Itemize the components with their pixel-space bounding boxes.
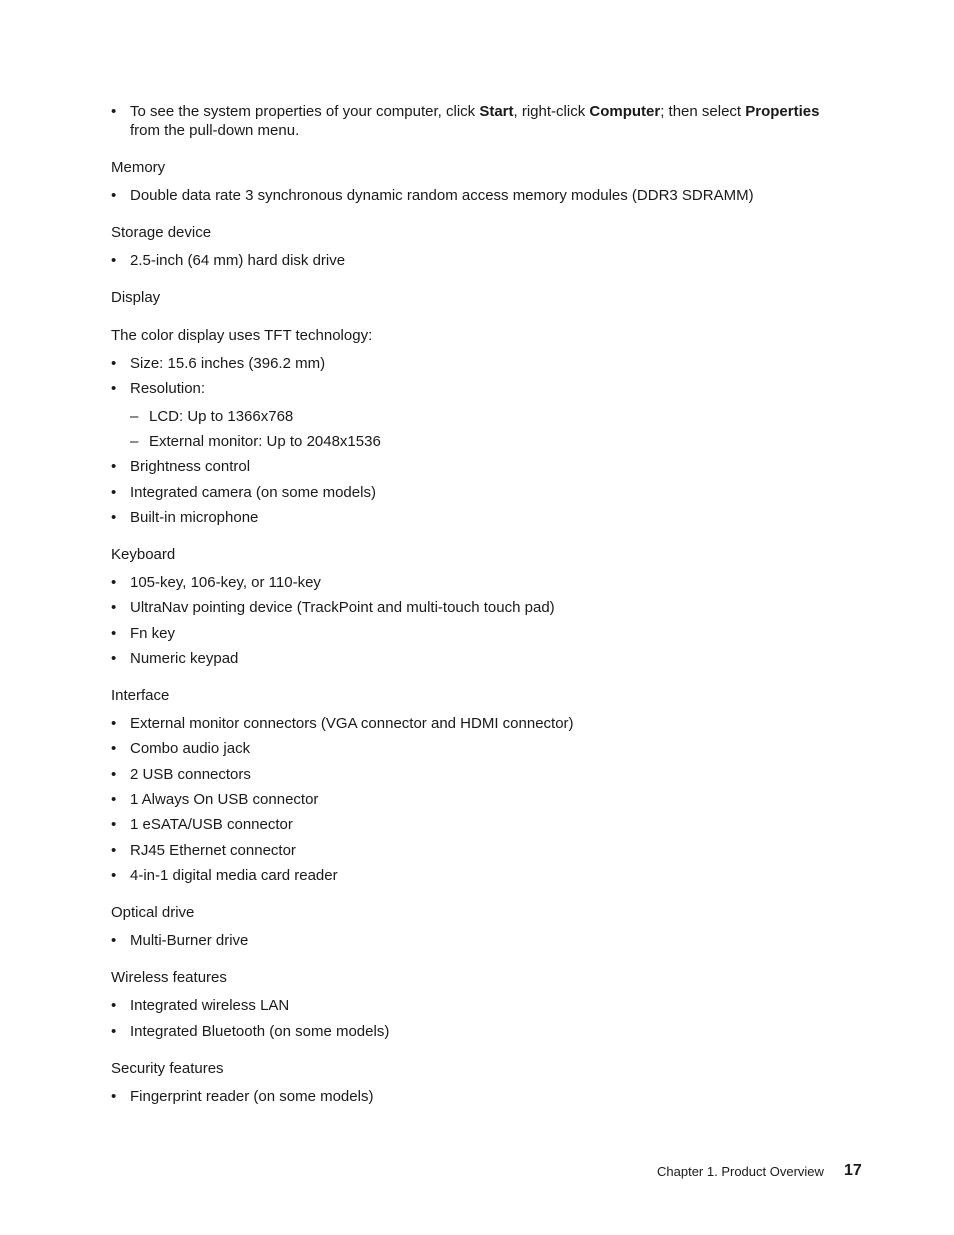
bullet-marker: • xyxy=(111,715,117,732)
sub-list-item: LCD: Up to 1366x768 xyxy=(149,408,294,425)
section-heading-memory: Memory xyxy=(111,159,166,176)
dash-marker: – xyxy=(130,433,139,450)
list-item: Integrated camera (on some models) xyxy=(130,484,376,501)
intro-text: , right-click xyxy=(513,103,590,120)
bullet-marker: • xyxy=(111,355,117,372)
intro-start-term: Start xyxy=(479,103,514,120)
bullet-marker: • xyxy=(111,650,117,667)
section-heading-storage: Storage device xyxy=(111,224,212,241)
bullet-marker: • xyxy=(111,574,117,591)
bullet-marker: • xyxy=(111,1023,117,1040)
list-item: External monitor connectors (VGA connector and HDMI connector) xyxy=(130,715,574,732)
list-item: Combo audio jack xyxy=(130,740,251,757)
bullet-marker: • xyxy=(111,791,117,808)
section-heading-optical: Optical drive xyxy=(111,904,195,921)
list-item: Double data rate 3 synchronous dynamic random access memory modules (DDR3 SDRAMM) xyxy=(130,187,754,204)
bullet-marker: • xyxy=(111,842,117,859)
list-item: RJ45 Ethernet connector xyxy=(130,842,296,859)
list-item: 1 eSATA/USB connector xyxy=(130,816,293,833)
list-item: Integrated wireless LAN xyxy=(130,997,290,1014)
list-item: 4-in-1 digital media card reader xyxy=(130,867,338,884)
list-item: Resolution: xyxy=(130,380,206,397)
display-intro: The color display uses TFT technology: xyxy=(111,327,373,344)
list-item: 105-key, 106-key, or 110-key xyxy=(130,574,321,591)
bullet-marker: • xyxy=(111,380,117,397)
intro-line-1 xyxy=(130,102,819,121)
bullet-marker: • xyxy=(111,932,117,949)
bullet-marker: • xyxy=(111,187,117,204)
section-heading-keyboard: Keyboard xyxy=(111,546,176,563)
footer-chapter-title: Chapter 1. Product Overview xyxy=(657,1164,824,1179)
list-item: Numeric keypad xyxy=(130,650,239,667)
bullet-marker: • xyxy=(111,1088,117,1105)
section-heading-interface: Interface xyxy=(111,687,170,704)
bullet-marker: • xyxy=(111,766,117,783)
intro-text: ; then select xyxy=(660,103,746,120)
intro-computer-term: Computer xyxy=(589,103,661,120)
intro-properties-term: Properties xyxy=(745,103,820,120)
bullet-marker: • xyxy=(111,484,117,501)
bullet-marker: • xyxy=(111,625,117,642)
page-number: 17 xyxy=(844,1162,862,1179)
sub-list-item: External monitor: Up to 2048x1536 xyxy=(149,433,381,450)
section-heading-display: Display xyxy=(111,289,161,306)
bullet-marker: • xyxy=(111,740,117,757)
intro-line-2: from the pull-down menu. xyxy=(130,122,300,139)
list-item: 2 USB connectors xyxy=(130,766,251,783)
list-item: 1 Always On USB connector xyxy=(130,791,319,808)
bullet-marker: • xyxy=(111,997,117,1014)
bullet-marker: • xyxy=(111,599,117,616)
list-item: Integrated Bluetooth (on some models) xyxy=(130,1023,390,1040)
list-item: 2.5-inch (64 mm) hard disk drive xyxy=(130,252,346,269)
section-heading-security: Security features xyxy=(111,1060,224,1077)
bullet-marker: • xyxy=(111,103,117,120)
list-item: UltraNav pointing device (TrackPoint and multi-touch touch pad) xyxy=(130,599,555,616)
bullet-marker: • xyxy=(111,252,117,269)
list-item: Built-in microphone xyxy=(130,509,259,526)
bullet-marker: • xyxy=(111,867,117,884)
list-item: Size: 15.6 inches (396.2 mm) xyxy=(130,355,326,372)
bullet-marker: • xyxy=(111,458,117,475)
section-heading-wireless: Wireless features xyxy=(111,969,227,986)
bullet-marker: • xyxy=(111,816,117,833)
list-item: Fingerprint reader (on some models) xyxy=(130,1088,374,1105)
list-item: Brightness control xyxy=(130,458,251,475)
list-item: Fn key xyxy=(130,625,176,642)
dash-marker: – xyxy=(130,408,139,425)
bullet-marker: • xyxy=(111,509,117,526)
list-item: Multi-Burner drive xyxy=(130,932,249,949)
intro-text: To see the system properties of your computer, click xyxy=(130,103,480,120)
